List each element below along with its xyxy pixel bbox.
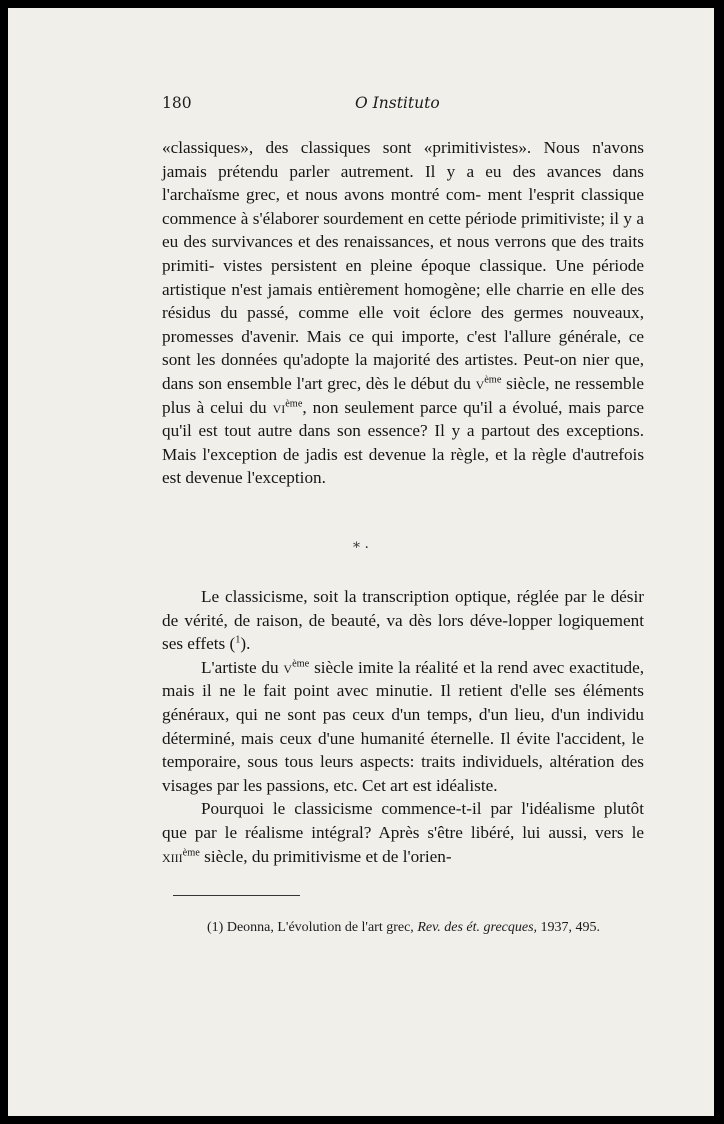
paragraph-artiste: L'artiste du $v^{ème}$ siècle imite la réalité et la rend avec exactitude, mais il ne le fait point avec minutie. Il retient d'elle ses éléments généraux, qui ne sont pas ceux d'un temps, d'un lieu, d'un individu déterminé, mais ceux d'une humanité éternelle. Il évite l'accident, le temporaire, sous tous leurs aspects: traits individuels, altération des visages par les passions, etc. Cet art est idéaliste. [162,657,645,795]
section-separator: * · [353,540,369,556]
body-text-block-2 [162,585,644,868]
footnote-ref: 1 [235,634,241,646]
paragraph-pourquoi: Pourquoi le classicisme commence-t-il par l'idéalisme plutôt que par le réalisme intégral? Après s'être libéré, lui aussi, vers le xiii$^{ème}$ siècle, du primitivisme et de l'orien- [162,799,644,866]
page-header [162,94,648,118]
body-text-block-1 [162,136,644,490]
footnote-year: 1937, 495. [540,920,601,935]
footnote-marker: (1) [207,920,224,935]
footnote-rule [173,895,300,896]
footnote-text: Deonna, L'évolution de l'art grec, [226,920,414,935]
paragraph-classicisme: Le classicisme, soit la transcription optique, réglée par le désir de vérité, de raison, de beauté, va dès lors déve-lopper logiquement ses effets ($^1$). [162,587,644,654]
page-number: 180 [162,94,192,112]
footnote [162,918,644,938]
running-title: O Instituto [355,94,440,112]
document-page [8,8,714,1116]
paragraph-continued: «classiques», des classiques sont «primitivistes». Nous n'avons jamais prétendu parler autrement. Il y a eu des avances dans l'archaïsme grec, et nous avons montré com- ment l'esprit classique commence à s'élaborer sourdement en cette période primitiviste; il y a eu des survivances et des renaissances, et nous verrons que des traits primiti- vistes persistent en pleine époque classique. Une période artistique n'est jamais entièrement homogène; elle charrie en elle des résidus du passé, comme elle voit éclore des germes nouveaux, promesses d'avenir. Mais ce qui importe, c'est l'allure générale, ce sont les données qu'adopte la majorité des artistes. Peut-on nier que, dans son ensemble l'art grec, dès le début du $v^{ème}$ siècle, ne ressemble plus à celui du $vi^{ème}$, non seulement parce qu'il a évolué, mais parce qu'il est tout autre dans son essence? Il y a partout des exceptions. Mais l'exception de jadis est devenue la règle, et la règle d'autrefois est devenue l'exception. [162,138,645,488]
footnote-journal: Rev. des ét. grecques, [417,920,538,935]
